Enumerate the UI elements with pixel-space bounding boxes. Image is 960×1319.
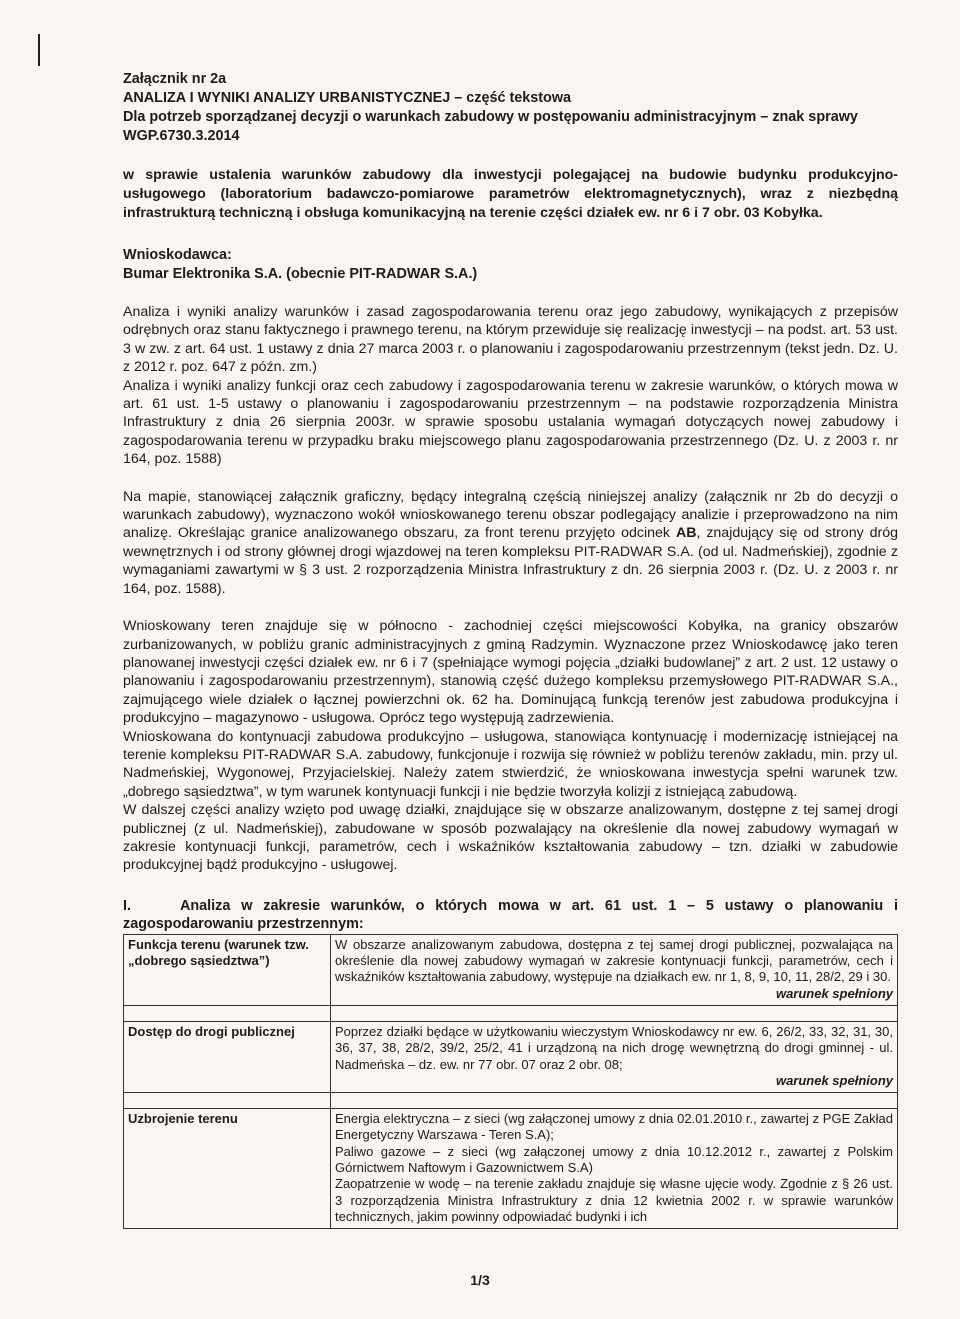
- document-title: ANALIZA I WYNIKI ANALIZY URBANISTYCZNEJ – część tekstowa: [123, 90, 572, 106]
- table-row: [124, 1021, 898, 1092]
- row-text: Zaopatrzenie w wodę – na terenie zakładu znajduje się własne ujęcie wody. Zgodnie z § 26 ust. 3 rozporządzenia Ministra Infrastruktury z dnia 12 kwietnia 2002 r. w sprawie warunków technicznych, jakim powinny odpowiadać budynki i ich: [335, 1176, 893, 1224]
- row-label: Dostęp do drogi publicznej: [124, 1021, 331, 1092]
- row-text: Paliwo gazowe – z sieci (wg załączonej umowy z dnia 10.12.2012 r., zawartej z Polskim Górnictwem Naftowym i Gazownictwem S.A): [335, 1143, 893, 1176]
- document-header: [123, 70, 898, 146]
- table-row: [124, 1109, 898, 1229]
- document-purpose: Dla potrzeb sporządzanej decyzji o warunkach zabudowy w postępowaniu administracyjnym – znak sprawy WGP.6730.3.2014: [123, 109, 858, 144]
- map-text-start: Na mapie, stanowiącej załącznik graficzny, będący integralną częścią niniejszej analizy (załącznik nr 2b do decyzji o warunkach zabudowy), wyznaczono wokół wnioskowanego terenu obszar podlegający analizie i przeprowadzono na nim analizę. Określając granice analizowanego obszaru, za front terenu przyjęto odcinek: [123, 488, 898, 542]
- row-value: [331, 934, 898, 1005]
- paragraph-site-location: Wnioskowany teren znajduje się w północno - zachodniej części miejscowości Kobyłka, na granicy obszarów zurbanizowanych, w pobliżu granic administracyjnych z gminą Radzymin. Wyznaczone przez Wnioskodawcę jako teren planowanej inwestycji części działek ew. nr 6 i 7 (spełniające wymogi pojęcia „działki budowlanej” z art. 2 ust. 12 ustawy o planowaniu i zagospodarowaniu przestrzennym), stanowią część dużego kompleksu przemysłowego PIT-RADWAR S.A., zajmującego wiele działek o łącznej powierzchni ok. 62 ha. Dominującą funkcją terenów jest zabudowa produkcyjna i produkcyjno – magazynowo - usługowa. Oprócz tego występują zadrzewienia.: [123, 618, 898, 727]
- page-number: 1/3: [470, 1272, 490, 1288]
- paragraph-map-description: [123, 488, 898, 598]
- section-heading: [123, 897, 898, 934]
- row-text: Energia elektryczna – z sieci (wg załączonej umowy z dnia 02.01.2010 r., zawartej z PGE Zakład Energetyczny Warszawa - Teren S.A);: [335, 1111, 893, 1143]
- subject-statement: w sprawie ustalenia warunków zabudowy dla inwestycji polegającej na budowie budynku produkcyjno-usługowego (laboratorium badawczo-pomiarowe parametrów elektromagnetycznych), wraz z niezbędną infrastrukturą techniczną i obsługa komunikacyjną na terenie części działek ew. nr 6 i 7 obr. 03 Kobyłka.: [123, 167, 898, 221]
- annex-number: Załącznik nr 2a: [123, 71, 227, 87]
- map-text-end: , znajdujący się od strony dróg wewnętrznych i od strony głównej drogi wjazdowej na teren kompleksu PIT-RADWAR S.A. (od ul. Nadmeńskiej), zgodnie z wymaganiami zawartymi w § 3 ust. 2 rozporządzenia Ministra Infrastruktury z dn. 26 sierpnia 2003 r. (Dz. U. z 2003 r. nr 164, poz. 1588).: [123, 525, 898, 597]
- applicant-label: Wnioskodawca:: [123, 247, 232, 263]
- section-number: I.: [123, 897, 131, 914]
- paragraph-continuation: Wnioskowana do kontynuacji zabudowa produkcyjno – usługowa, stanowiąca kontynuację i modernizację istniejącej na terenie kompleksu PIT-RADWAR S.A. zabudowy, funkcjonuje i rozwija się również w pobliżu terenów zakładu, min. przy ul. Nadmeńskiej, Wygonowej, Przyjacielskiej. Należy zatem stwierdzić, że wnioskowana inwestycja spełni warunek tzw. „dobrego sąsiedztwa”, w tym warunek kontynuacji funkcji i nie będzie tworzyła kolizji z istniejącą zabudową.: [123, 728, 898, 800]
- row-value: [331, 1109, 898, 1229]
- applicant-name: Bumar Elektronika S.A. (obecnie PIT-RADWAR S.A.): [123, 266, 478, 282]
- table-row: [124, 934, 898, 1005]
- conditions-table: [123, 934, 898, 1229]
- row-text: W obszarze analizowanym zabudowa, dostępna z tej samej drogi publicznej, pozwalająca na określenie dla nowej zabudowy wymagań w zakresie kontynuacji funkcji, parametrów, cech i wskaźników kształtowania zabudowy, występuje na działkach ew. nr 1, 8, 9, 10, 11, 28/2, 29 i 30.: [335, 936, 893, 985]
- row-label: Uzbrojenie terenu: [124, 1109, 331, 1229]
- scan-margin-mark: [38, 34, 40, 66]
- paragraph-further-analysis: W dalszej części analizy wzięto pod uwagę działki, znajdujące się w obszarze analizowanym, dostępne z tej samej drogi publicznej (z ul. Nadmeńskiej), zabudowane w sposób pozwalający na określenie dla nowej zabudowy wymagań w zakresie kontynuacji funkcji, parametrów, cech i wskaźników kształtowania zabudowy – tzn. działki w zabudowie produkcyjnej bądź produkcyjno - usługowej.: [123, 802, 898, 874]
- segment-ab-label: AB: [675, 525, 697, 542]
- row-text: Poprzez działki będące w użytkowaniu wieczystym Wnioskodawcy nr ew. 6, 26/2, 33, 32, 31, 30, 36, 37, 38, 28/2, 39/2, 25/2, 41 i urządzoną na nich drogę wewnętrzną do drogi gminnej - ul. Nadmeńska – dz. ew. nr 77 obr. 07 oraz 2 obr. 08;: [335, 1023, 893, 1072]
- table-spacer: [124, 1093, 898, 1109]
- paragraph-analysis-scope: Analiza i wyniki analizy warunków i zasad zagospodarowania terenu oraz jego zabudowy, wynikających z przepisów odrębnych oraz stanu faktycznego i prawnego terenu, na którym przewiduje się realizację inwestycji – na podst. art. 53 ust. 3 w zw. z art. 64 ust. 1 ustawy z dnia 27 marca 2003 r. o planowaniu i zagospodarowaniu przestrzennym (tekst jedn. Dz. U. z 2012 r. poz. 647 z późn. zm.): [123, 304, 898, 376]
- row-value: [331, 1021, 898, 1092]
- condition-status: warunek spełniony: [775, 985, 893, 1001]
- table-spacer: [124, 1005, 898, 1021]
- condition-status: warunek spełniony: [775, 1072, 893, 1088]
- document-page: [123, 70, 898, 1229]
- row-label: Funkcja terenu (warunek tzw. „dobrego sąsiedztwa”): [124, 934, 331, 1005]
- section-title: Analiza w zakresie warunków, o których mowa w art. 61 ust. 1 – 5 ustawy o planowaniu i zagospodarowaniu przestrzennym:: [123, 897, 898, 933]
- paragraph-analysis-functions: Analiza i wyniki analizy funkcji oraz cech zabudowy i zagospodarowania terenu w zakresie warunków, o których mowa w art. 61 ust. 1-5 ustawy o planowaniu i zagospodarowaniu przestrzennym – na podstawie rozporządzenia Ministra Infrastruktury z dnia 26 sierpnia 2003r. w sprawie sposobu ustalania wymagań dotyczących nowej zabudowy i zagospodarowania terenu w przypadku braku miejscowego planu zagospodarowania przestrzennego (Dz. U. z 2003 r. nr 164, poz. 1588): [123, 377, 898, 468]
